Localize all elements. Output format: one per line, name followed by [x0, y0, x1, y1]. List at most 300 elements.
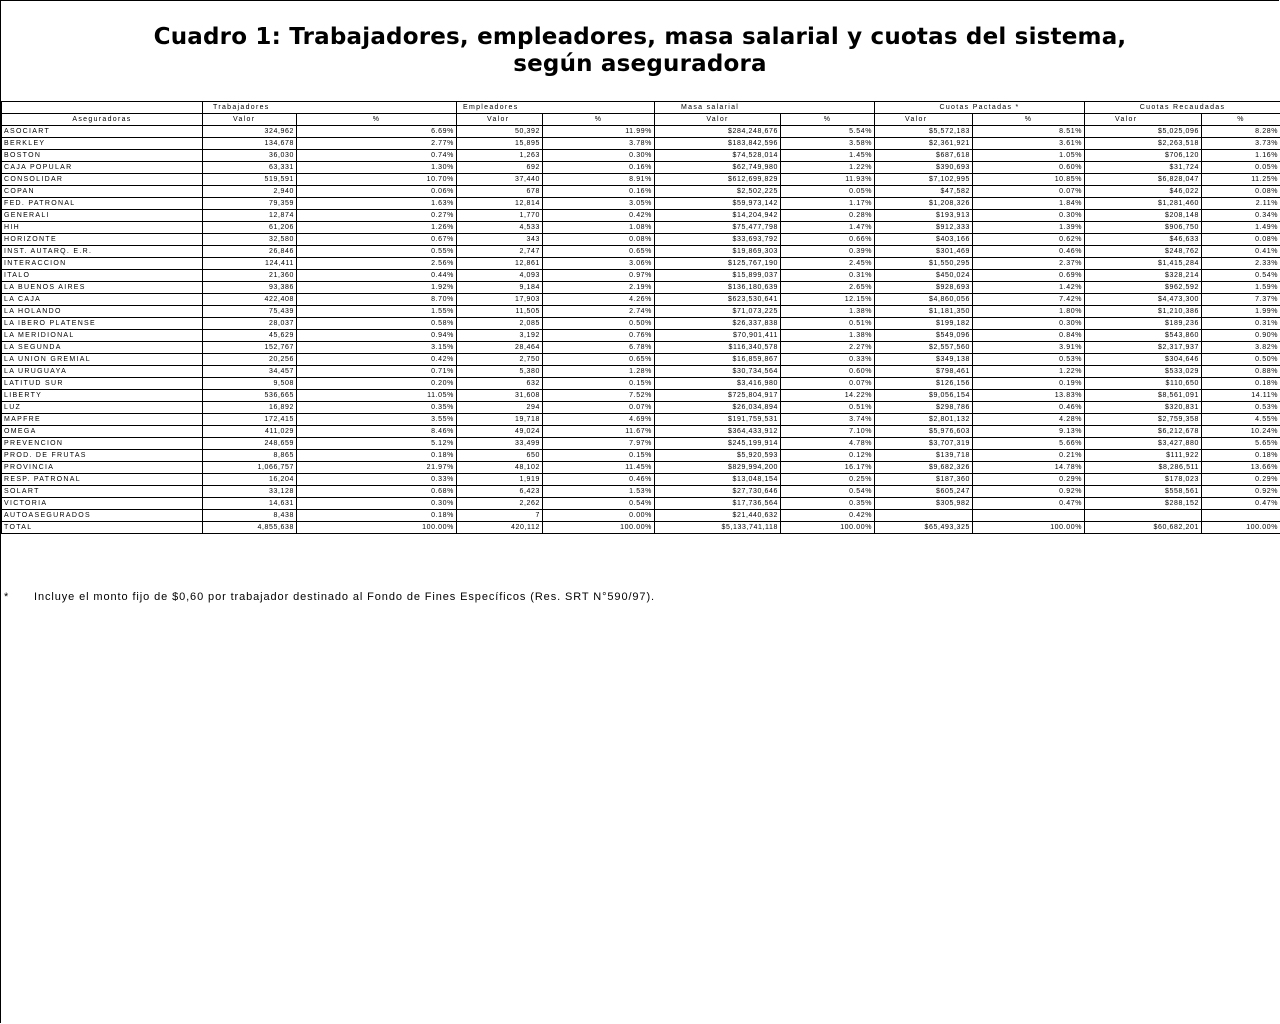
cell-masa-pct: 0.51% [781, 402, 875, 414]
footnote-text: Incluye el monto fijo de $0,60 por trabajador destinado al Fondo de Fines Específicos (Res. SRT N°590/97). [34, 591, 655, 603]
cell-rec-pct: 5.65% [1202, 438, 1280, 450]
cell-pact-valor: $1,208,326 [875, 198, 973, 210]
cell-masa-valor: $75,477,798 [655, 222, 781, 234]
cell-emp-valor: 4,533 [457, 222, 543, 234]
col-header-rec-pct: % [1202, 114, 1280, 126]
cell-pact-valor: $7,102,995 [875, 174, 973, 186]
cell-pact-valor: $47,582 [875, 186, 973, 198]
cell-pact-pct: 0.92% [973, 486, 1085, 498]
cell-masa-valor: $3,416,980 [655, 378, 781, 390]
cell-trab-pct: 3.55% [297, 414, 457, 426]
cell-emp-pct: 3.05% [543, 198, 655, 210]
cell-pact-valor: $9,682,326 [875, 462, 973, 474]
cell-trab-pct: 3.15% [297, 342, 457, 354]
table-row [2, 126, 1280, 138]
cell-masa-valor: $5,133,741,118 [655, 522, 781, 534]
cell-pact-valor: $349,138 [875, 354, 973, 366]
cell-rec-pct: 0.41% [1202, 246, 1280, 258]
table-row [2, 426, 1280, 438]
cell-trab-valor: 93,386 [203, 282, 297, 294]
cell-pact-pct: 0.07% [973, 186, 1085, 198]
cell-masa-pct: 11.93% [781, 174, 875, 186]
cell-emp-pct: 4.26% [543, 294, 655, 306]
cell-rec-pct: 2.33% [1202, 258, 1280, 270]
cell-pact-valor: $549,096 [875, 330, 973, 342]
cell-insurer-name: CAJA POPULAR [2, 162, 203, 174]
cell-rec-valor: $8,286,511 [1085, 462, 1202, 474]
table-row [2, 210, 1280, 222]
cell-insurer-name: ITALO [2, 270, 203, 282]
group-header-blank [2, 102, 203, 114]
page-title [0, 24, 1280, 78]
cell-pact-pct: 3.91% [973, 342, 1085, 354]
cell-masa-valor: $116,340,578 [655, 342, 781, 354]
table-row [2, 270, 1280, 282]
cell-emp-valor: 650 [457, 450, 543, 462]
cell-pact-valor: $2,361,921 [875, 138, 973, 150]
cell-emp-valor: 12,861 [457, 258, 543, 270]
cell-rec-pct: 1.16% [1202, 150, 1280, 162]
cell-pact-pct: 8.51% [973, 126, 1085, 138]
cell-trab-pct: 1.92% [297, 282, 457, 294]
cell-trab-valor: 324,962 [203, 126, 297, 138]
cell-pact-pct: 1.22% [973, 366, 1085, 378]
cell-pact-valor: $4,860,056 [875, 294, 973, 306]
cell-emp-valor: 6,423 [457, 486, 543, 498]
cell-emp-valor: 2,750 [457, 354, 543, 366]
cell-emp-pct: 0.54% [543, 498, 655, 510]
cell-pact-valor: $187,360 [875, 474, 973, 486]
cell-trab-pct: 1.26% [297, 222, 457, 234]
cell-pact-valor: $2,557,560 [875, 342, 973, 354]
cell-masa-pct: 0.42% [781, 510, 875, 522]
cell-emp-pct: 0.15% [543, 450, 655, 462]
cell-pact-pct: 1.80% [973, 306, 1085, 318]
cell-rec-pct: 8.28% [1202, 126, 1280, 138]
group-header-trabajadores: Trabajadores [203, 102, 457, 114]
cell-rec-valor: $320,831 [1085, 402, 1202, 414]
cell-masa-valor: $17,736,564 [655, 498, 781, 510]
cell-emp-pct: 11.99% [543, 126, 655, 138]
cell-emp-pct: 3.06% [543, 258, 655, 270]
cell-emp-valor: 12,814 [457, 198, 543, 210]
cell-masa-valor: $245,199,914 [655, 438, 781, 450]
cell-emp-pct: 0.76% [543, 330, 655, 342]
cell-rec-pct: 0.18% [1202, 378, 1280, 390]
cell-rec-pct: 0.34% [1202, 210, 1280, 222]
cell-masa-valor: $5,920,593 [655, 450, 781, 462]
col-header-trab-valor: Valor [203, 114, 297, 126]
cell-insurer-name: LA IBERO PLATENSE [2, 318, 203, 330]
cell-masa-pct: 3.74% [781, 414, 875, 426]
table-row [2, 474, 1280, 486]
cell-trab-pct: 0.30% [297, 498, 457, 510]
cell-pact-pct: 100.00% [973, 522, 1085, 534]
cell-pact-pct: 13.83% [973, 390, 1085, 402]
cell-pact-pct: 0.47% [973, 498, 1085, 510]
cell-masa-pct: 0.31% [781, 270, 875, 282]
cell-pact-valor: $928,693 [875, 282, 973, 294]
cell-rec-pct: 0.53% [1202, 402, 1280, 414]
cell-masa-pct: 3.58% [781, 138, 875, 150]
cell-emp-valor: 37,440 [457, 174, 543, 186]
cell-rec-pct: 0.08% [1202, 234, 1280, 246]
cell-insurer-name: OMEGA [2, 426, 203, 438]
cell-insurer-name: TOTAL [2, 522, 203, 534]
cell-pact-valor: $65,493,325 [875, 522, 973, 534]
cell-masa-valor: $74,528,014 [655, 150, 781, 162]
cell-pact-valor: $403,166 [875, 234, 973, 246]
cell-rec-valor: $2,759,358 [1085, 414, 1202, 426]
cell-trab-pct: 0.06% [297, 186, 457, 198]
cell-emp-pct: 1.08% [543, 222, 655, 234]
cell-rec-pct: 3.73% [1202, 138, 1280, 150]
cell-emp-pct: 1.53% [543, 486, 655, 498]
cell-trab-pct: 0.58% [297, 318, 457, 330]
cell-rec-valor: $962,592 [1085, 282, 1202, 294]
cell-masa-pct: 1.38% [781, 306, 875, 318]
cell-trab-valor: 152,767 [203, 342, 297, 354]
cell-emp-pct: 1.28% [543, 366, 655, 378]
table-row [2, 438, 1280, 450]
title-line-1: Cuadro 1: Trabajadores, empleadores, masa salarial y cuotas del sistema, [153, 24, 1127, 50]
title-line-2: según aseguradora [513, 51, 767, 77]
cell-trab-pct: 0.68% [297, 486, 457, 498]
cell-masa-pct: 0.28% [781, 210, 875, 222]
cell-rec-pct: 1.59% [1202, 282, 1280, 294]
cell-masa-pct: 1.17% [781, 198, 875, 210]
cell-masa-pct: 1.38% [781, 330, 875, 342]
table-row [2, 150, 1280, 162]
cell-insurer-name: PREVENCION [2, 438, 203, 450]
cell-emp-valor: 632 [457, 378, 543, 390]
cell-pact-valor: $9,056,154 [875, 390, 973, 402]
table-row [2, 222, 1280, 234]
group-header-masa-salarial: Masa salarial [655, 102, 875, 114]
cell-pact-pct: 0.69% [973, 270, 1085, 282]
cell-masa-valor: $71,073,225 [655, 306, 781, 318]
cell-rec-valor: $1,415,284 [1085, 258, 1202, 270]
cell-masa-pct: 4.78% [781, 438, 875, 450]
cell-trab-valor: 34,457 [203, 366, 297, 378]
cell-trab-pct: 1.63% [297, 198, 457, 210]
cell-emp-valor: 1,919 [457, 474, 543, 486]
cell-emp-pct: 7.52% [543, 390, 655, 402]
cell-rec-pct [1202, 510, 1280, 522]
cell-masa-valor: $59,973,142 [655, 198, 781, 210]
cell-masa-pct: 7.10% [781, 426, 875, 438]
cell-masa-valor: $125,767,190 [655, 258, 781, 270]
cell-rec-pct: 0.29% [1202, 474, 1280, 486]
cell-insurer-name: LA HOLANDO [2, 306, 203, 318]
cell-trab-pct: 0.18% [297, 450, 457, 462]
cell-insurer-name: FED. PATRONAL [2, 198, 203, 210]
cell-emp-valor: 4,093 [457, 270, 543, 282]
cell-emp-valor: 5,380 [457, 366, 543, 378]
cell-insurer-name: INTERACCION [2, 258, 203, 270]
cell-rec-pct: 1.49% [1202, 222, 1280, 234]
cell-trab-valor: 32,580 [203, 234, 297, 246]
cell-masa-valor: $26,337,838 [655, 318, 781, 330]
cell-rec-valor: $208,148 [1085, 210, 1202, 222]
cell-trab-valor: 519,591 [203, 174, 297, 186]
cell-rec-pct: 1.99% [1202, 306, 1280, 318]
cell-pact-pct: 0.30% [973, 210, 1085, 222]
cell-rec-pct: 13.66% [1202, 462, 1280, 474]
cell-emp-pct: 0.08% [543, 234, 655, 246]
cell-pact-pct: 0.30% [973, 318, 1085, 330]
cell-pact-valor: $2,801,132 [875, 414, 973, 426]
table-row [2, 390, 1280, 402]
cell-trab-pct: 0.18% [297, 510, 457, 522]
cell-rec-valor: $111,922 [1085, 450, 1202, 462]
cell-insurer-name: LA URUGUAYA [2, 366, 203, 378]
cell-masa-pct: 0.07% [781, 378, 875, 390]
cell-trab-valor: 9,508 [203, 378, 297, 390]
cell-pact-pct: 10.85% [973, 174, 1085, 186]
cell-emp-pct: 0.65% [543, 354, 655, 366]
cell-trab-pct: 0.35% [297, 402, 457, 414]
cell-trab-pct: 100.00% [297, 522, 457, 534]
table-row [2, 258, 1280, 270]
cell-emp-valor: 2,747 [457, 246, 543, 258]
cell-insurer-name: SOLART [2, 486, 203, 498]
cell-trab-valor: 20,256 [203, 354, 297, 366]
cell-rec-pct: 0.50% [1202, 354, 1280, 366]
cell-rec-valor: $110,650 [1085, 378, 1202, 390]
cell-trab-pct: 11.05% [297, 390, 457, 402]
cell-pact-pct: 4.28% [973, 414, 1085, 426]
cell-rec-valor: $706,120 [1085, 150, 1202, 162]
cell-emp-valor: 31,608 [457, 390, 543, 402]
cell-emp-pct: 0.00% [543, 510, 655, 522]
cell-masa-valor: $612,699,829 [655, 174, 781, 186]
cell-emp-valor: 7 [457, 510, 543, 522]
cell-emp-pct: 0.97% [543, 270, 655, 282]
cell-trab-pct: 0.67% [297, 234, 457, 246]
cell-trab-pct: 0.42% [297, 354, 457, 366]
cell-pact-valor: $450,024 [875, 270, 973, 282]
cell-rec-pct: 0.54% [1202, 270, 1280, 282]
cell-pact-pct: 0.62% [973, 234, 1085, 246]
cell-masa-pct: 16.17% [781, 462, 875, 474]
cell-pact-valor: $390,693 [875, 162, 973, 174]
cell-trab-valor: 75,439 [203, 306, 297, 318]
cell-rec-valor: $178,023 [1085, 474, 1202, 486]
cell-rec-valor: $248,762 [1085, 246, 1202, 258]
cell-rec-valor: $543,860 [1085, 330, 1202, 342]
cell-rec-pct: 0.90% [1202, 330, 1280, 342]
cell-rec-valor: $2,263,518 [1085, 138, 1202, 150]
cell-insurer-name: MAPFRE [2, 414, 203, 426]
table-row [2, 342, 1280, 354]
cell-pact-valor: $912,333 [875, 222, 973, 234]
cell-pact-pct [973, 510, 1085, 522]
cell-rec-pct: 2.11% [1202, 198, 1280, 210]
cell-masa-pct: 2.27% [781, 342, 875, 354]
cell-trab-pct: 0.44% [297, 270, 457, 282]
cell-emp-valor: 3,192 [457, 330, 543, 342]
cell-masa-valor: $191,759,531 [655, 414, 781, 426]
cell-insurer-name: PROD. DE FRUTAS [2, 450, 203, 462]
cell-insurer-name: RESP. PATRONAL [2, 474, 203, 486]
cell-rec-valor: $6,828,047 [1085, 174, 1202, 186]
table-row [2, 486, 1280, 498]
cell-insurer-name: LIBERTY [2, 390, 203, 402]
cell-emp-valor: 33,499 [457, 438, 543, 450]
cell-emp-valor: 2,262 [457, 498, 543, 510]
cell-rec-valor: $31,724 [1085, 162, 1202, 174]
insurers-table [1, 101, 1280, 534]
column-header-row [2, 114, 1280, 126]
cell-emp-pct: 11.45% [543, 462, 655, 474]
cell-rec-pct: 10.24% [1202, 426, 1280, 438]
cell-emp-valor: 50,392 [457, 126, 543, 138]
cell-masa-pct: 1.47% [781, 222, 875, 234]
cell-pact-pct: 0.29% [973, 474, 1085, 486]
cell-rec-valor: $558,561 [1085, 486, 1202, 498]
cell-masa-valor: $829,994,200 [655, 462, 781, 474]
table-row [2, 450, 1280, 462]
cell-trab-valor: 21,360 [203, 270, 297, 282]
cell-rec-valor: $6,212,678 [1085, 426, 1202, 438]
cell-rec-pct: 3.82% [1202, 342, 1280, 354]
cell-rec-pct: 14.11% [1202, 390, 1280, 402]
cell-rec-valor: $60,682,201 [1085, 522, 1202, 534]
cell-insurer-name: LATITUD SUR [2, 378, 203, 390]
table-row [2, 366, 1280, 378]
cell-emp-pct: 2.19% [543, 282, 655, 294]
cell-emp-valor: 28,464 [457, 342, 543, 354]
cell-masa-pct: 14.22% [781, 390, 875, 402]
table-row [2, 522, 1280, 534]
cell-masa-pct: 12.15% [781, 294, 875, 306]
cell-emp-valor: 11,505 [457, 306, 543, 318]
cell-trab-pct: 8.70% [297, 294, 457, 306]
cell-masa-pct: 0.25% [781, 474, 875, 486]
cell-masa-valor: $15,899,037 [655, 270, 781, 282]
cell-trab-valor: 16,892 [203, 402, 297, 414]
cell-emp-pct: 0.30% [543, 150, 655, 162]
cell-pact-valor: $199,182 [875, 318, 973, 330]
cell-trab-pct: 6.69% [297, 126, 457, 138]
cell-rec-valor: $533,029 [1085, 366, 1202, 378]
cell-rec-pct: 0.08% [1202, 186, 1280, 198]
cell-pact-pct: 0.84% [973, 330, 1085, 342]
table-row [2, 246, 1280, 258]
cell-insurer-name: BERKLEY [2, 138, 203, 150]
cell-emp-pct: 11.67% [543, 426, 655, 438]
cell-masa-valor: $30,734,564 [655, 366, 781, 378]
cell-trab-pct: 1.30% [297, 162, 457, 174]
cell-trab-valor: 63,331 [203, 162, 297, 174]
cell-emp-pct: 6.78% [543, 342, 655, 354]
cell-pact-pct: 0.19% [973, 378, 1085, 390]
cell-masa-pct: 0.39% [781, 246, 875, 258]
cell-pact-valor: $5,976,603 [875, 426, 973, 438]
cell-rec-valor: $46,633 [1085, 234, 1202, 246]
cell-pact-valor: $3,707,319 [875, 438, 973, 450]
cell-pact-valor: $5,572,183 [875, 126, 973, 138]
cell-emp-pct: 0.15% [543, 378, 655, 390]
cell-masa-valor: $21,440,632 [655, 510, 781, 522]
cell-emp-pct: 0.65% [543, 246, 655, 258]
col-header-pact-valor: Valor [875, 114, 973, 126]
cell-trab-pct: 0.33% [297, 474, 457, 486]
cell-masa-pct: 2.45% [781, 258, 875, 270]
table-row [2, 282, 1280, 294]
cell-rec-valor: $1,210,386 [1085, 306, 1202, 318]
cell-rec-valor: $3,427,880 [1085, 438, 1202, 450]
col-header-masa-pct: % [781, 114, 875, 126]
cell-pact-pct: 14.78% [973, 462, 1085, 474]
cell-masa-pct: 0.66% [781, 234, 875, 246]
table-row [2, 414, 1280, 426]
cell-pact-pct: 2.37% [973, 258, 1085, 270]
cell-rec-valor: $1,281,460 [1085, 198, 1202, 210]
cell-masa-pct: 0.51% [781, 318, 875, 330]
cell-emp-valor: 692 [457, 162, 543, 174]
cell-pact-valor: $193,913 [875, 210, 973, 222]
cell-masa-pct: 100.00% [781, 522, 875, 534]
cell-rec-valor: $189,236 [1085, 318, 1202, 330]
cell-masa-valor: $725,804,917 [655, 390, 781, 402]
cell-masa-pct: 0.12% [781, 450, 875, 462]
cell-pact-pct: 0.21% [973, 450, 1085, 462]
cell-insurer-name: LA UNION GREMIAL [2, 354, 203, 366]
cell-trab-valor: 8,865 [203, 450, 297, 462]
cell-trab-pct: 21.97% [297, 462, 457, 474]
footnote-mark: * [4, 591, 10, 603]
cell-rec-valor: $304,646 [1085, 354, 1202, 366]
cell-emp-pct: 4.69% [543, 414, 655, 426]
cell-trab-pct: 0.20% [297, 378, 457, 390]
cell-masa-pct: 1.22% [781, 162, 875, 174]
cell-insurer-name: LUZ [2, 402, 203, 414]
cell-trab-pct: 0.27% [297, 210, 457, 222]
cell-emp-valor: 1,263 [457, 150, 543, 162]
cell-masa-valor: $70,901,411 [655, 330, 781, 342]
cell-emp-pct: 7.97% [543, 438, 655, 450]
cell-trab-valor: 4,855,638 [203, 522, 297, 534]
cell-trab-valor: 45,629 [203, 330, 297, 342]
cell-emp-valor: 2,085 [457, 318, 543, 330]
cell-emp-valor: 343 [457, 234, 543, 246]
cell-masa-valor: $136,180,639 [655, 282, 781, 294]
cell-trab-pct: 0.55% [297, 246, 457, 258]
cell-masa-valor: $27,730,646 [655, 486, 781, 498]
cell-insurer-name: LA MERIDIONAL [2, 330, 203, 342]
cell-rec-valor: $46,022 [1085, 186, 1202, 198]
cell-rec-valor: $2,317,937 [1085, 342, 1202, 354]
table-row [2, 294, 1280, 306]
cell-trab-valor: 2,940 [203, 186, 297, 198]
cell-trab-valor: 124,411 [203, 258, 297, 270]
cell-emp-pct: 0.16% [543, 186, 655, 198]
cell-masa-valor: $62,749,980 [655, 162, 781, 174]
cell-masa-pct: 0.35% [781, 498, 875, 510]
cell-emp-valor: 1,770 [457, 210, 543, 222]
cell-rec-pct: 100.00% [1202, 522, 1280, 534]
cell-emp-pct: 8.91% [543, 174, 655, 186]
cell-pact-pct: 7.42% [973, 294, 1085, 306]
cell-trab-pct: 1.55% [297, 306, 457, 318]
cell-insurer-name: LA BUENOS AIRES [2, 282, 203, 294]
cell-masa-valor: $284,248,676 [655, 126, 781, 138]
cell-insurer-name: COPAN [2, 186, 203, 198]
cell-pact-valor: $126,156 [875, 378, 973, 390]
cell-pact-pct: 0.46% [973, 402, 1085, 414]
